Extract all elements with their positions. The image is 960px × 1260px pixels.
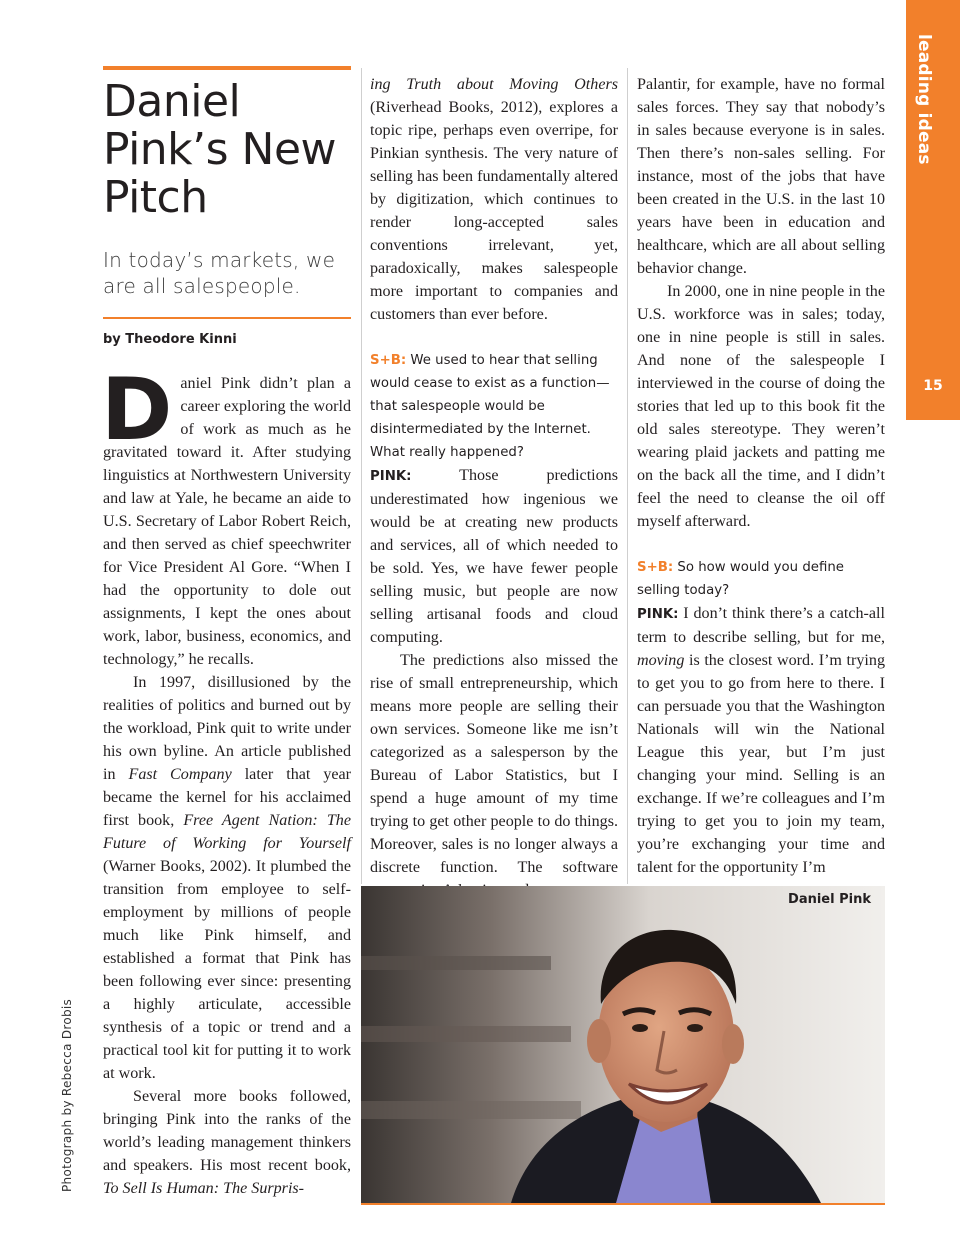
body-column-1	[101, 360, 352, 1200]
body-column-2	[370, 73, 618, 902]
interview-question	[370, 349, 618, 464]
body-text: The predictions also missed the rise of small entrepreneurship, which means more people are selling their own services. Someone like me isn’t categorized as a salesperson by the Bureau of Labor Statistics, but I spend a huge amount of my time trying to get other people to do things. Moreover, sales is no longer always a discrete function. The software	[370, 652, 618, 876]
body-text: Several more books followed, bringing Pink into the ranks of the world’s leading management thinkers and speakers. His most recent book,	[103, 1088, 351, 1174]
body-text: In 2000, one in nine people in the U.S. workforce was in sales; today, one in nine people is still in sales. And none of the salespeople I interviewed in the course of doing the stories that led up to this book fit the old sales stereotype. They weren’t wearing plaid jackets and patting me on the back all the time, and I didn’t feel the need to cleanse the oil off myself afterward.	[637, 283, 885, 530]
question-tag: S+B:	[370, 353, 407, 368]
body-paragraph	[101, 360, 351, 671]
article-dek: In today’s markets, we are all salespeople.	[103, 248, 336, 298]
answer-tag: PINK:	[637, 607, 679, 622]
photo-credit: Photograph by Rebecca Drobis	[60, 998, 74, 1192]
answer-text: I don’t think there’s a catch-all term to describe selling, but for me,	[637, 605, 885, 646]
book-title: ing Truth about Moving Others	[370, 76, 618, 93]
answer-tag: PINK:	[370, 469, 412, 484]
portrait-photo	[361, 886, 885, 1203]
dek-bottom-rule	[103, 317, 351, 319]
article-headline: Daniel Pink’s New Pitch	[103, 76, 337, 223]
section-label: leading ideas	[914, 34, 934, 165]
body-text: aniel Pink didn’t plan a career exploring the world of work as much as he gravitated toward it. After studying linguistics at Northwestern University and law at Yale, he became an aide to U.S. Secretary of Labor Robert Reich, and then served as chief speechwriter for Vice President Al Gore. “When I had the opportunity to dole out assignments, I kept the ones about work, labor, business, economics, and technology,” he recalls.	[103, 375, 351, 668]
interview-answer	[637, 602, 885, 879]
body-text: later that year became the kernel for his acclaimed first book,	[103, 766, 352, 829]
interview-answer	[370, 464, 618, 649]
body-paragraph	[370, 73, 618, 326]
body-paragraph	[103, 1085, 351, 1200]
question-tag: S+B:	[637, 560, 674, 575]
book-title: Free Agent Nation: The Future of Working for Yourself	[103, 812, 351, 852]
body-paragraph	[637, 280, 885, 533]
body-paragraph	[103, 671, 351, 1085]
page-number: 15	[923, 378, 943, 394]
answer-text: Those predictions underestimated how ingenious we would be at creating new products and services, all of which needed to be sold. Yes, we have fewer people selling music, but people are now selling artisanal foods and cloud computing.	[370, 467, 618, 646]
portrait-illustration	[361, 886, 885, 1203]
byline: by Theodore Kinni	[103, 332, 237, 347]
emphasis-text: moving	[637, 652, 685, 669]
body-paragraph	[370, 649, 618, 902]
publication-title: Fast Company	[128, 766, 232, 783]
body-column-3	[637, 73, 885, 879]
photo-caption: Daniel Pink	[788, 892, 871, 907]
body-text: (Warner Books, 2002). It plumbed the transition from employee to self-employment by millions of people much like Pink himself, and established a format that Pink has been following ever since: presenting a highly articulate, accessible synthesis of a topic or trend and a practical tool kit for putting it to work at work.	[103, 858, 351, 1082]
body-paragraph	[637, 73, 885, 280]
body-text: Palantir, for example, have no formal sales forces. They say that nobody’s in sales because everyone is in sales. Then there’s non-sales selling. For instance, most of the jobs that have been created in the U.S. in the last 10 years have been in education and healthcare, which are all about selling behavior change.	[637, 76, 885, 277]
body-text: (Riverhead Books, 2012), explores a topic ripe, perhaps even overripe, for Pinkian synthesis. The very nature of selling has been fundamentally altered by digitization, which continues to render long-accepted sales conventions irrelevant, yet, paradoxically, makes salespeople more important to companies and customers than ever before.	[370, 99, 618, 323]
question-text: So how would you define selling today?	[637, 560, 844, 598]
answer-text: is the closest word. I’m trying to get you to go from here to there. I can persuade you that the Washington Nationals will win the National League this year, but I’m just changing your mind. Selling is an exchange. If we’re colleagues and I’m trying to get you to join my team, you’re exchanging your time and talent for the opportunity I’m	[637, 652, 885, 876]
book-title: To Sell Is Human: The Surpris-	[103, 1180, 305, 1197]
photo-bottom-rule	[361, 1203, 885, 1205]
drop-cap: D	[101, 360, 173, 460]
column-divider	[627, 68, 628, 884]
column-divider	[361, 68, 362, 884]
body-text: In 1997, disillusioned by the realities of politics and burned out by the workload, Pink quit to write under his own byline. An article published in	[103, 674, 351, 783]
interview-question	[637, 556, 885, 602]
headline-top-rule	[103, 66, 351, 70]
question-text: We used to hear that selling would cease to exist as a function—that salespeople would be disintermediated by the Internet. What really happened?	[370, 353, 610, 460]
